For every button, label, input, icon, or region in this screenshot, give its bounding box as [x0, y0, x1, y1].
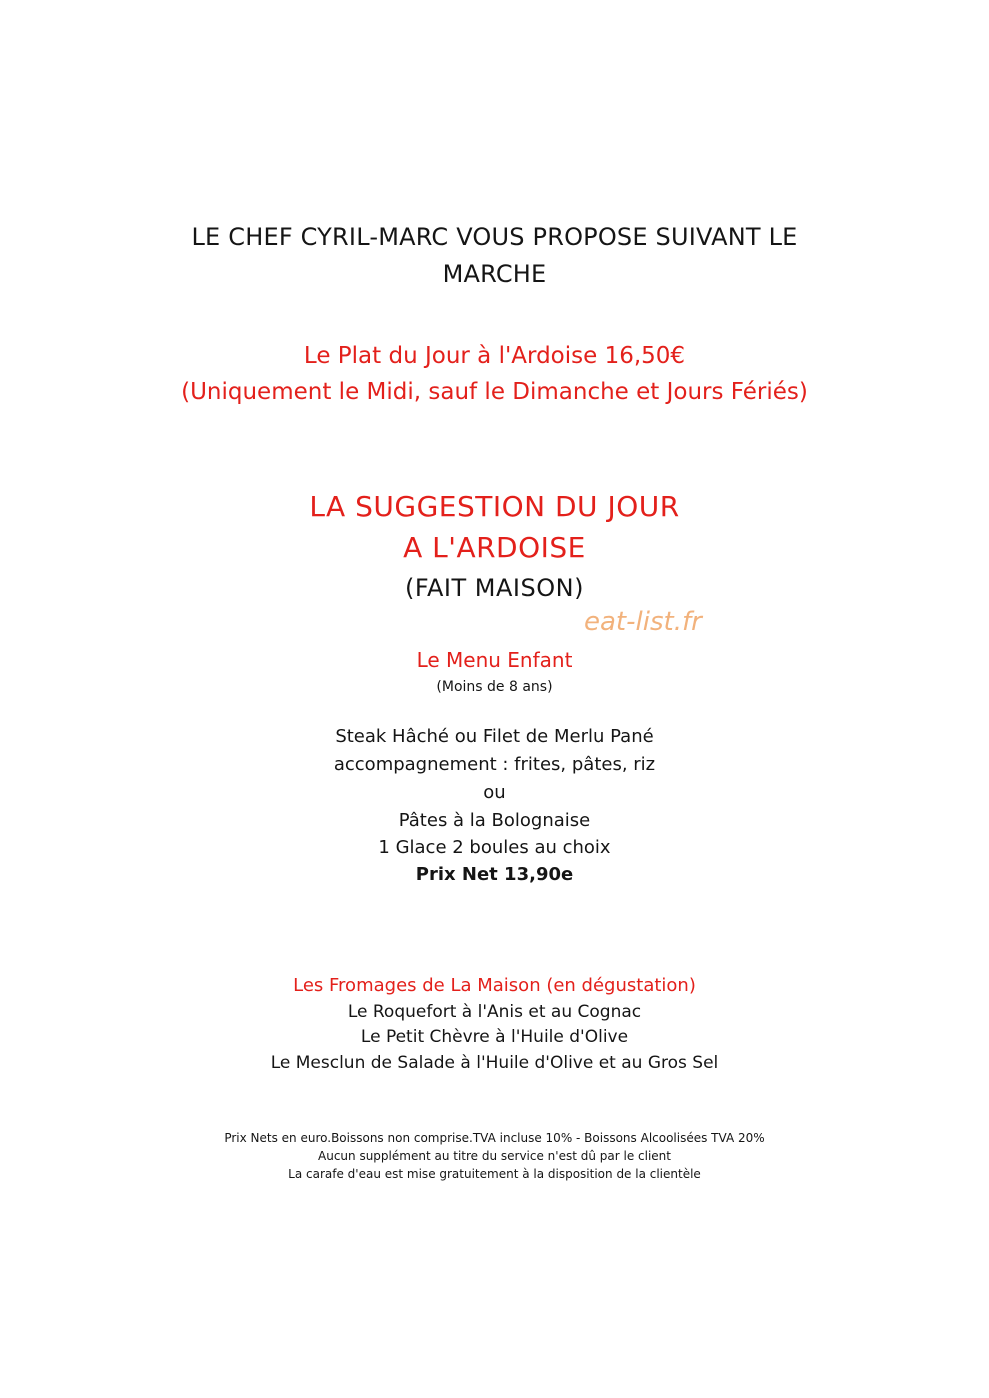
- footer-line: Prix Nets en euro.Boissons non comprise.TVA incluse 10% - Boissons Alcoolisées TVA 20%: [224, 1131, 765, 1145]
- header-line-1: LE CHEF CYRIL-MARC VOUS PROPOSE SUIVANT LE: [191, 223, 798, 251]
- menu-enfant-item: ou: [483, 782, 506, 803]
- menu-enfant-price: Prix Net 13,90e: [415, 864, 574, 885]
- suggestion-line-1: LA SUGGESTION DU JOUR: [309, 490, 680, 523]
- fromages-title: Les Fromages de La Maison (en dégustation): [293, 975, 696, 996]
- watermark-text: eat-list.fr: [584, 607, 702, 637]
- menu-enfant-item: Steak Hâché ou Filet de Merlu Pané: [335, 726, 654, 747]
- menu-enfant-subtitle: (Moins de 8 ans): [436, 679, 553, 695]
- plat-du-jour-title: Le Plat du Jour à l'Ardoise 16,50€: [303, 343, 686, 369]
- footer-line: La carafe d'eau est mise gratuitement à la disposition de la clientèle: [288, 1167, 701, 1181]
- fromage-item: Le Petit Chèvre à l'Huile d'Olive: [360, 1027, 629, 1047]
- suggestion-line-3: (FAIT MAISON): [405, 574, 584, 602]
- header-line-2: MARCHE: [442, 260, 547, 288]
- menu-enfant-item: 1 Glace 2 boules au choix: [378, 837, 611, 858]
- fromage-item: Le Mesclun de Salade à l'Huile d'Olive et au Gros Sel: [270, 1053, 719, 1073]
- menu-enfant-item: accompagnement : frites, pâtes, riz: [333, 754, 656, 775]
- suggestion-line-2: A L'ARDOISE: [403, 531, 586, 564]
- plat-du-jour-note: (Uniquement le Midi, sauf le Dimanche et Jours Fériés): [181, 379, 808, 405]
- menu-enfant-title: Le Menu Enfant: [416, 648, 573, 672]
- fromage-item: Le Roquefort à l'Anis et au Cognac: [347, 1002, 642, 1022]
- footer-line: Aucun supplément au titre du service n'est dû par le client: [318, 1149, 671, 1163]
- menu-enfant-item: Pâtes à la Bolognaise: [398, 810, 591, 831]
